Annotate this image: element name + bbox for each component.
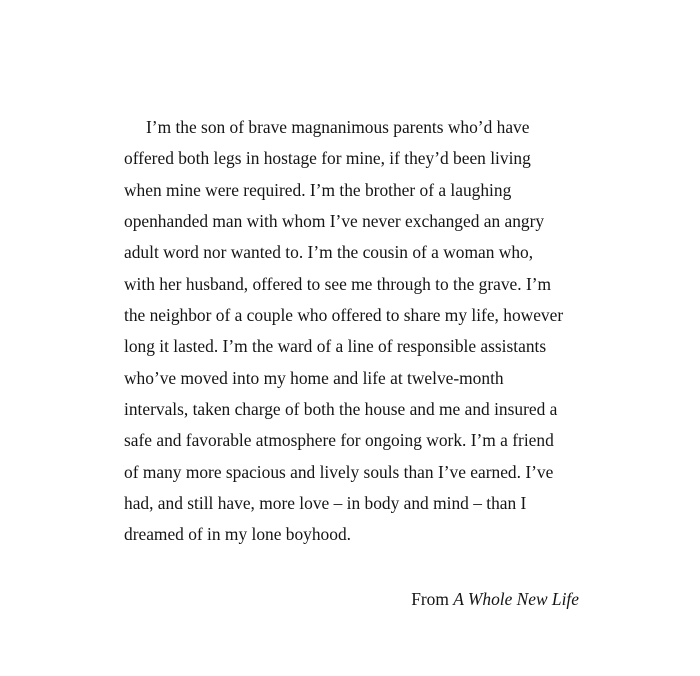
passage-line: offered both legs in hostage for mine, if they’d been living bbox=[124, 148, 531, 169]
quote-passage bbox=[124, 112, 594, 551]
attribution-prefix: From bbox=[411, 589, 449, 609]
passage-line: with her husband, offered to see me through to the grave. I’m bbox=[124, 273, 552, 294]
passage-line: adult word nor wanted to. I’m the cousin of a woman who, bbox=[124, 242, 534, 263]
passage-line: who’ve moved into my home and life at twelve-month bbox=[124, 367, 504, 388]
passage-line: I’m the son of brave magnanimous parents who’d have bbox=[146, 117, 530, 137]
passage-line: safe and favorable atmosphere for ongoing work. I’m a friend bbox=[124, 430, 554, 451]
passage-line: the neighbor of a couple who offered to share my life, however bbox=[124, 304, 564, 325]
passage-line: had, and still have, more love – in body and mind – than I bbox=[124, 492, 527, 513]
book-title: A Whole New Life bbox=[453, 589, 579, 609]
passage-line: intervals, taken charge of both the house and me and insured a bbox=[124, 398, 558, 419]
passage-line: openhanded man with whom I’ve never exchanged an angry bbox=[124, 210, 545, 231]
attribution bbox=[411, 584, 579, 615]
passage-line: of many more spacious and lively souls than I’ve earned. I’ve bbox=[124, 461, 554, 482]
passage-line: dreamed of in my lone boyhood. bbox=[124, 524, 351, 545]
passage-line: long it lasted. I’m the ward of a line of responsible assistants bbox=[124, 336, 547, 357]
passage-line: when mine were required. I’m the brother of a laughing bbox=[124, 179, 512, 200]
